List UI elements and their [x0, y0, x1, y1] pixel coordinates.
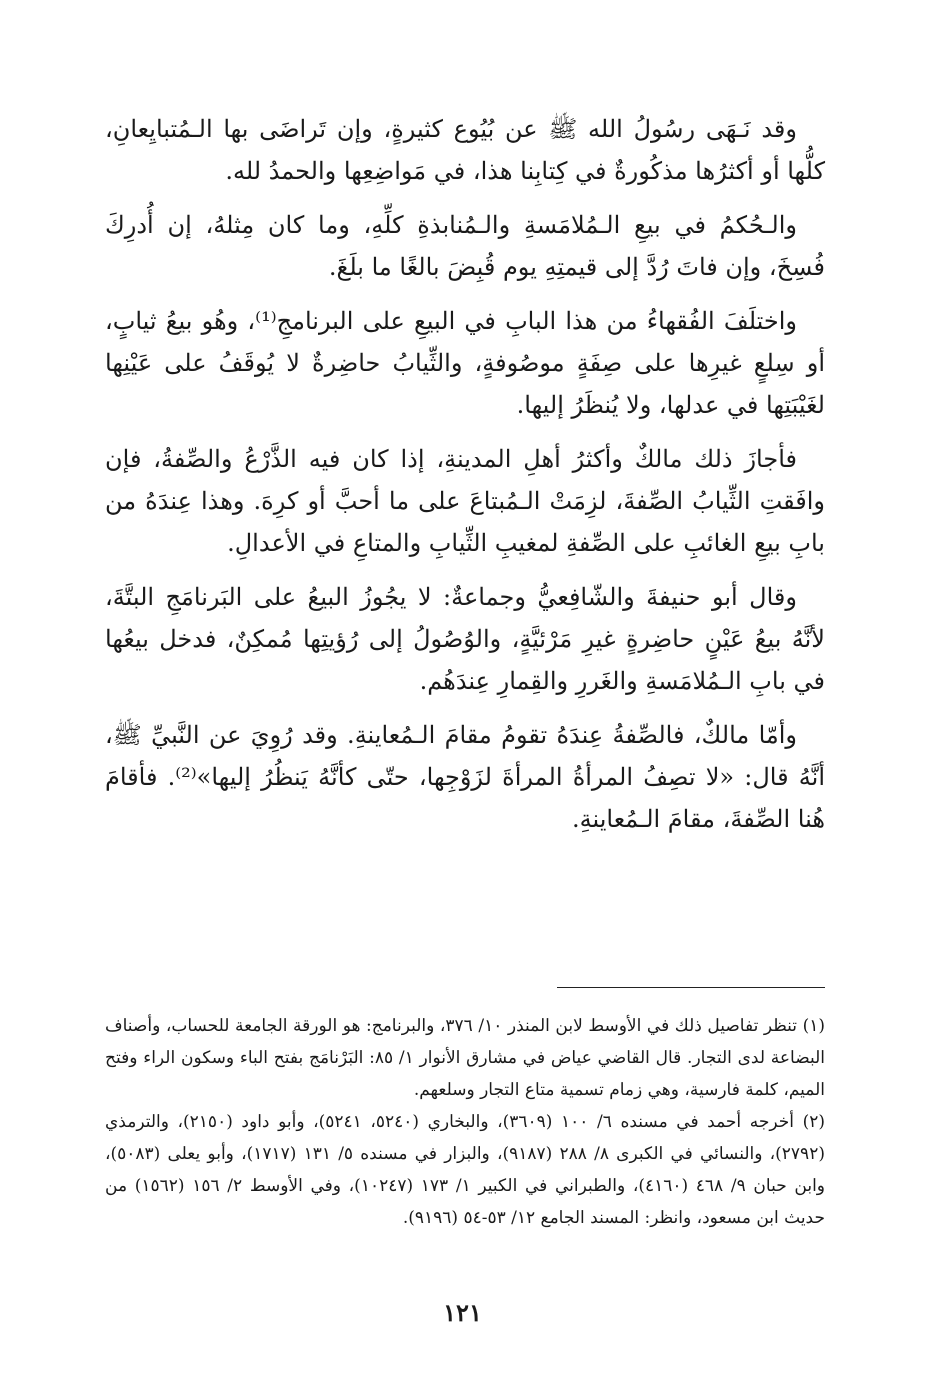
- paragraph-4: فأجازَ ذلك مالكٌ وأكثرُ أهلِ المدينةِ، إذا كان فيه الذَّرْعُ والصِّفةُ، فإن وافَقتِ الثِّيابُ الصِّفةَ، لزِمَتْ الـمُبتاعَ على ما أحبَّ أو كرِهَ. وهذا عِندَهُ من بابِ بيعِ الغائبِ على الصِّفةِ لمغيبِ الثِّيابِ والمتاعِ في الأعدالِ.: [105, 445, 825, 557]
- paragraph-3: واختلَفَ الفُقهاءُ من هذا البابِ في البيعِ على البرنامجِ⁽¹⁾، وهُو بيعُ ثيابٍ، أو سِلعٍ غيرِها على صِفَةٍ موصُوفةٍ، والثِّيابُ حاضِرةٌ لا يُوقَفُ على عَيْنِها لغَيْبَتِها في عدلها، ولا يُنظَرُ إليها.: [105, 307, 825, 419]
- paragraph-6: وأمّا مالكٌ، فالصِّفةُ عِندَهُ تقومُ مقامَ الـمُعاينةِ. وقد رُوِيَ عن النَّبيِّ ﷺ، أنَّهُ قال: «لا تصِفُ المرأةُ المرأةَ لزَوْجِها، حتّى كأنَّهُ يَنظُرُ إليها»⁽²⁾. فأقامَ هُنا الصِّفةَ، مقامَ الـمُعاينةِ.: [105, 721, 825, 833]
- footnote-divider: [557, 987, 825, 988]
- paragraph-5: وقال أبو حنيفةَ والشّافِعيُّ وجماعةٌ: لا يجُوزُ البيعُ على البَرنامَجِ البتَّةَ، لأنَّهُ بيعُ عَيْنٍ حاضِرةٍ غيرِ مَرْئيَّةٍ، والوُصُولُ إلى رُؤيتِها مُمكِنٌ، فدخل بيعُها في بابِ الـمُلامَسةِ والغَررِ والقِمارِ عِندَهُم.: [105, 583, 825, 695]
- footnote-2: (٢) أخرجه أحمد في مسنده ٦/ ١٠٠ (٣٦٠٩)، والبخاري (٥٢٤٠، ٥٢٤١)، وأبو داود (٢١٥٠)، والترمذي (٢٧٩٢)، والنسائي في الكبرى ٨/ ٢٨٨ (٩١٨٧)، والبزار في مسنده ٥/ ١٣١ (١٧١٧)، وأبو يعلى (٥٠٨٣)، وابن حبان ٩/ ٤٦٨ (٤١٦٠)، والطبراني في الكبير ١/ ١٧٣ (١٠٢٤٧)، وفي الأوسط ٢/ ١٥٦ (١٥٦٢) من حديث ابن مسعود، وانظر: المسند الجامع ١٢/ ٥٣-٥٤ (٩١٩٦).: [105, 1112, 825, 1228]
- page-number: ١٢١: [443, 1298, 482, 1327]
- page-body: [105, 108, 825, 840]
- paragraph-1: وقد نَـهَى رسُولُ الله ﷺ عن بُيُوع كثيرةٍ، وإن تَراضَى بها الـمُتبايِعانِ، كلُّها أو أكثرُها مذكُورةٌ في كِتابِنا هذا، في مَواضِعِها والحمدُ لله.: [105, 115, 825, 185]
- main-text: [105, 108, 825, 840]
- footnote-1: (١) تنظر تفاصيل ذلك في الأوسط لابن المنذر ١٠/ ٣٧٦، والبرنامج: هو الورقة الجامعة للحساب، وأصناف البضاعة لدى التجار. قال القاضي عياض في مشارق الأنوار ١/ ٨٥: البَرْنامَج بفتح الباء وسكون الراء وفتح الميم، كلمة فارسية، وهي زمام تسمية متاع التجار وسلعهم.: [105, 1016, 826, 1100]
- footnotes: [105, 1010, 825, 1234]
- paragraph-2: والـحُكمُ في بيعِ الـمُلامَسةِ والـمُنابذةِ كلِّهِ، وما كان مِثلهُ، إن أُدرِكَ فُسِخَ، وإن فاتَ رُدَّ إلى قيمتِهِ يوم قُبِضَ بالغًا ما بلَغَ.: [105, 211, 825, 281]
